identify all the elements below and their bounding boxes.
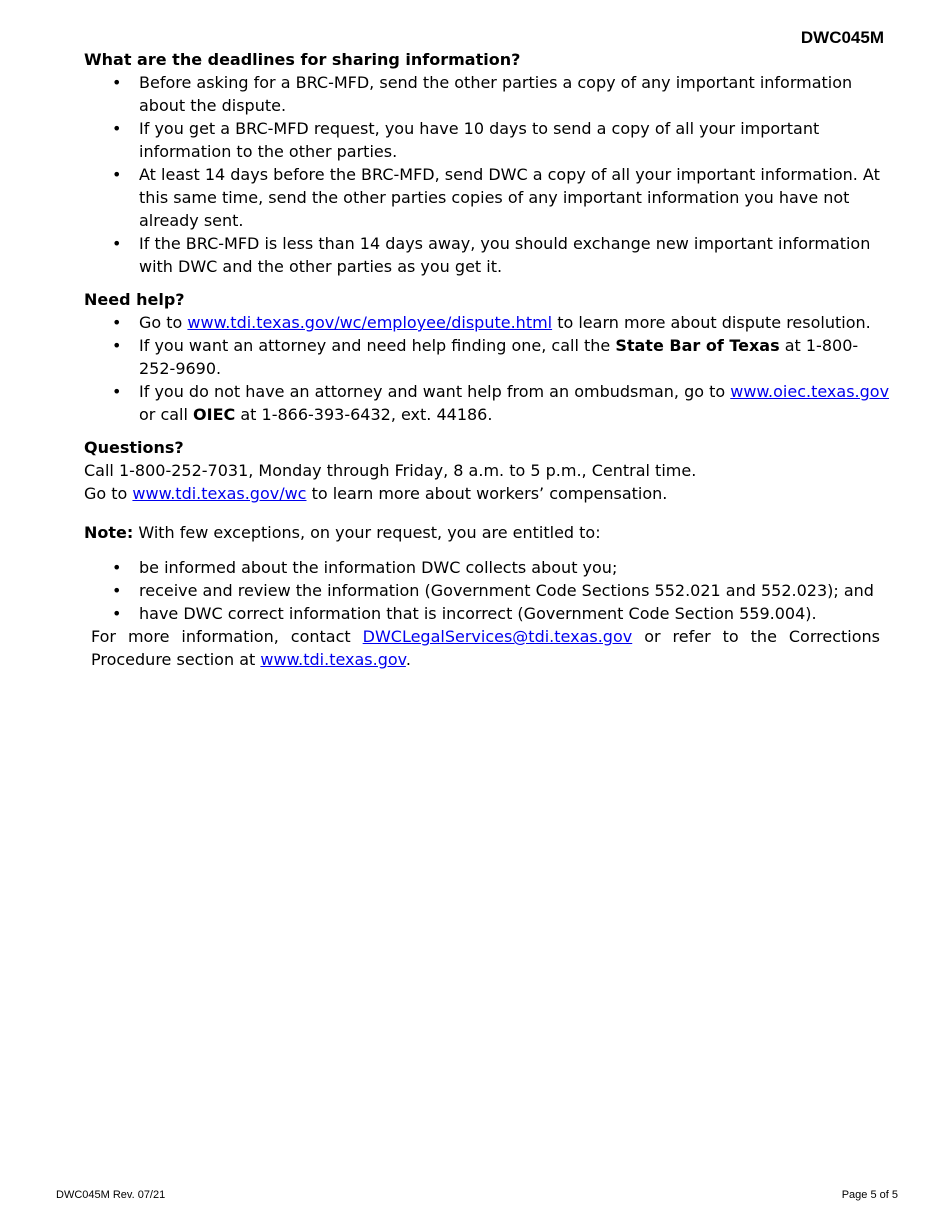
bullet-icon: •: [112, 165, 122, 184]
oiec-name: OIEC: [193, 405, 236, 424]
note-intro: Note: With few exceptions, on your request, you are entitled to:: [84, 523, 601, 542]
questions-web-line: Go to www.tdi.texas.gov/wc to learn more about workers’ compensation.: [84, 484, 668, 503]
help-list: [84, 311, 894, 426]
list-item: • If you do not have an attorney and want help from an ombudsman, go to www.oiec.texas.gov or call OIEC at 1-866-393-6432, ext. 44186.: [112, 382, 890, 424]
list-item: • If you want an attorney and need help finding one, call the State Bar of Texas at 1-800-252-9690.: [112, 336, 859, 378]
form-id: DWC045M: [800, 28, 884, 47]
list-item: • be informed about the information DWC collects about you;: [112, 558, 618, 577]
list-item: • At least 14 days before the BRC-MFD, send DWC a copy of all your important information. At this same time, send the other parties copies of any important information you have not already sent.: [112, 165, 880, 230]
list-item: • If the BRC-MFD is less than 14 days away, you should exchange new important information with DWC and the other parties as you get it.: [112, 234, 871, 276]
list-item: • Before asking for a BRC-MFD, send the other parties a copy of any important information about the dispute.: [112, 73, 853, 115]
questions-phone-line: Call 1-800-252-7031, Monday through Friday, 8 a.m. to 5 p.m., Central time.: [84, 461, 697, 480]
list-item: • have DWC correct information that is incorrect (Government Code Section 559.004).: [112, 604, 817, 623]
state-bar-name: State Bar of Texas: [615, 336, 780, 355]
oiec-link[interactable]: www.oiec.texas.gov: [730, 382, 890, 401]
dispute-resolution-link[interactable]: www.tdi.texas.gov/wc/employee/dispute.html: [187, 313, 553, 332]
bullet-icon: •: [112, 336, 122, 355]
list-item: • If you get a BRC-MFD request, you have 10 days to send a copy of all your important information to the other parties.: [112, 119, 820, 161]
bullet-icon: •: [112, 73, 122, 92]
bullet-icon: •: [112, 313, 122, 332]
tdi-website-link[interactable]: www.tdi.texas.gov: [260, 650, 406, 669]
bullet-icon: •: [112, 382, 122, 401]
legal-services-email-link[interactable]: DWCLegalServices@tdi.texas.gov: [362, 627, 633, 646]
bullet-icon: •: [112, 119, 122, 138]
more-info-paragraph: For more information, contact DWCLegalServices@tdi.texas.gov or refer to the Corrections Procedure section at www.tdi.texas.gov.: [91, 627, 880, 669]
bullet-icon: •: [112, 234, 122, 253]
deadlines-list: [84, 71, 894, 278]
footer-revision: DWC045M Rev. 07/21: [56, 1189, 166, 1201]
deadlines-section: [84, 48, 894, 278]
help-heading: Need help?: [84, 290, 185, 309]
help-section: [84, 288, 894, 426]
page-content: [84, 48, 894, 671]
list-item: • receive and review the information (Government Code Sections 552.021 and 552.023); and: [112, 581, 874, 600]
footer-page-number: Page 5 of 5: [841, 1189, 898, 1201]
deadlines-heading: What are the deadlines for sharing information?: [84, 50, 521, 69]
questions-section: [84, 436, 894, 505]
bullet-icon: •: [112, 604, 122, 623]
list-item: • Go to www.tdi.texas.gov/wc/employee/dispute.html to learn more about dispute resolution.: [112, 313, 871, 332]
note-label: Note:: [84, 523, 134, 542]
bullet-icon: •: [112, 581, 122, 600]
bullet-icon: •: [112, 558, 122, 577]
rights-list: [84, 556, 894, 625]
workers-comp-link[interactable]: www.tdi.texas.gov/wc: [132, 484, 307, 503]
questions-heading: Questions?: [84, 438, 184, 457]
